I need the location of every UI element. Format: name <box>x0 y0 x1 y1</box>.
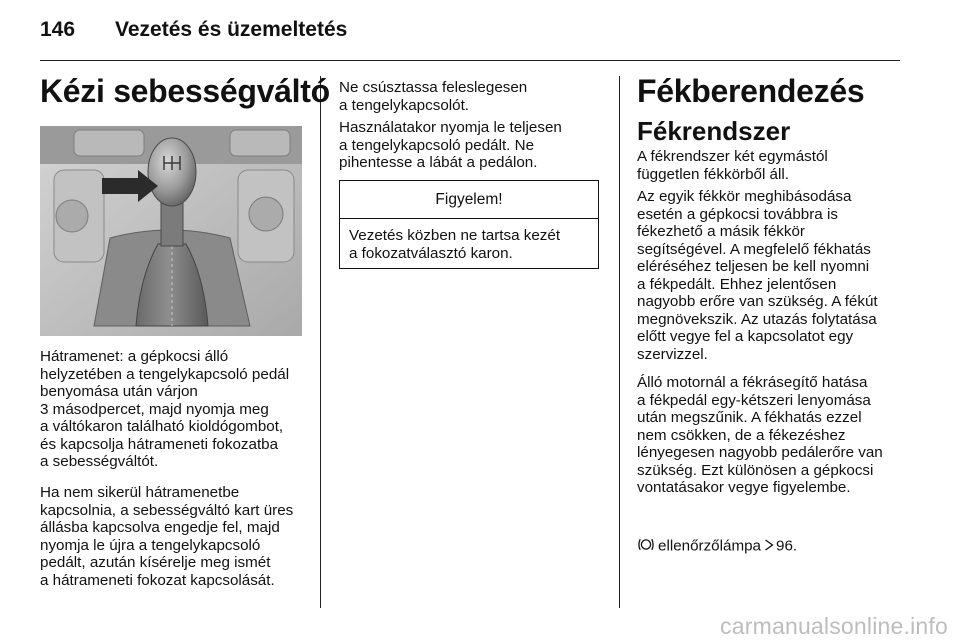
watermark: carmanualsonline.info <box>720 613 948 639</box>
header-rule <box>40 60 900 61</box>
page-reference-arrow-icon <box>764 521 774 556</box>
brake-booster-paragraph: Álló motornál a fékrásegítő hatása a fékpedál egy-kétszeri lenyomása után megszűnik. A fékhatás ezzel nem csökken, de a fékezéshez lényegesen nagyobb pedálerőre van szükség. Ezt különösen a gépkocsi vontatásakor vegye figyelembe. <box>637 374 883 496</box>
chapter-title: Vezetés és üzemeltetés <box>115 18 348 41</box>
brake-failure-paragraph: Az egyik fékkör meghibásodása esetén a gépkocsi továbbra is fékezhető a másik fékkör segítségével. A megfelelő fékhatás eléréséhez teljesen be kell nyomni a fékpedált. Ehhez jelentősen nagyobb erőre van szükség. A fékút megnövekszik. Az utazás folytatása előtt vegye fel a kapcsolatot egy szervizzel. <box>637 188 878 363</box>
page-header <box>40 10 910 50</box>
warning-text: Vezetés közben ne tartsa kezét a fokozatválasztó karon. <box>349 227 561 262</box>
page-number: 146 <box>40 18 76 41</box>
reverse-retry-paragraph: Ha nem sikerül hátramenetbe kapcsolnia, a sebességváltó kart üres állásba kapcsolva engedje fel, majd nyomja le újra a tengelykapcsoló pedált, azután kísérelje meg ismét a hátrameneti fokozat kapcsolását. <box>40 484 294 589</box>
gear-lever-illustration <box>40 126 302 336</box>
reverse-gear-paragraph: Hátramenet: a gépkocsi álló helyzetében a tengelykapcsoló pedál benyomása után várjon 3 másodpercet, majd nyomja meg a váltókaron található kioldógombot, és kapcsolja hátrameneti fokozatba a sebességváltót. <box>40 348 290 470</box>
brake-lamp-reference <box>637 502 797 557</box>
warning-box <box>339 180 599 269</box>
section-title-manual-gearbox: Kézi sebességváltó <box>40 73 330 109</box>
section-title-brakes: Fékberendezés <box>637 73 865 109</box>
clutch-slip-paragraph: Ne csúsztassa feleslegesen a tengelykapcsolót. <box>339 79 528 114</box>
clutch-usage-paragraph: Használatakor nyomja le teljesen a tengelykapcsoló pedált. Ne pihentesse a lábát a pedálon. <box>339 119 562 171</box>
lamp-reference-label: ellenőrzőlámpa <box>658 537 761 554</box>
column-divider-left <box>320 76 321 608</box>
brake-warning-lamp-icon <box>637 520 655 557</box>
column-divider-right <box>619 76 620 608</box>
lamp-reference-page[interactable]: 96. <box>776 537 798 554</box>
subsection-title-brake-system: Fékrendszer <box>637 116 791 146</box>
brake-circuits-paragraph: A fékrendszer két egymástól független fékkörből áll. <box>637 148 828 183</box>
warning-title: Figyelem! <box>340 181 598 219</box>
